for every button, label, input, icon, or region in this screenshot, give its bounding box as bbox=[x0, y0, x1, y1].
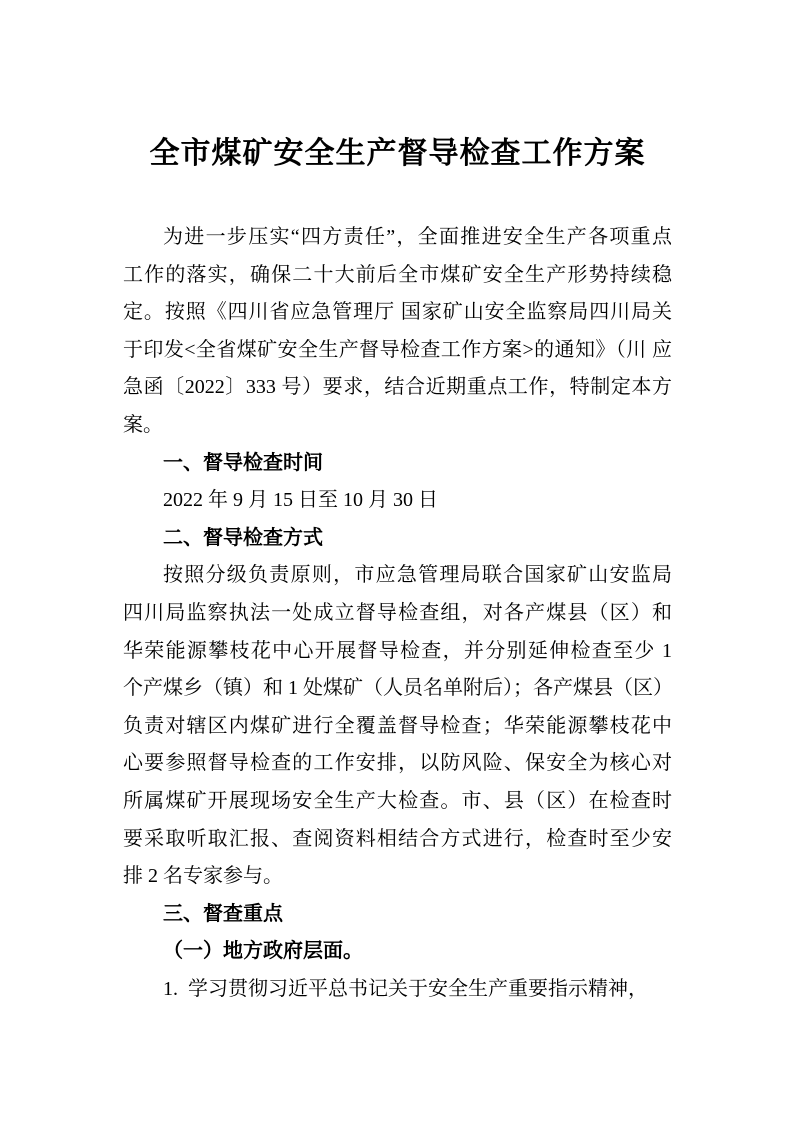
paragraph-line: 排 2 名专家参与。 bbox=[123, 865, 283, 888]
paragraph-line: 急函〔2022〕333 号）要求，结合近期重点工作，特制定本方 bbox=[123, 376, 672, 399]
paragraph-line: 个产煤乡（镇）和 1 处煤矿（人员名单附后）；各产煤县（区） bbox=[123, 677, 673, 700]
paragraph-line: 定。按照《四川省应急管理厅 国家矿山安全监察局四川局关 bbox=[123, 301, 672, 324]
sub-heading: （一）地方政府层面。 bbox=[163, 940, 363, 963]
paragraph-line: 四川局监察执法一处成立督导检查组，对各产煤县（区）和 bbox=[123, 601, 672, 624]
document-body bbox=[123, 219, 672, 1008]
document-content bbox=[123, 132, 672, 1008]
section-heading: 二、督导检查方式 bbox=[163, 526, 323, 549]
paragraph-line: 工作的落实，确保二十大前后全市煤矿安全生产形势持续稳 bbox=[123, 263, 672, 286]
document-title: 全市煤矿安全生产督导检查工作方案 bbox=[149, 137, 646, 170]
paragraph-line: 所属煤矿开展现场安全生产大检查。市、县（区）在检查时 bbox=[123, 789, 672, 812]
list-item: 1. 学习贯彻习近平总书记关于安全生产重要指示精神， bbox=[163, 977, 648, 1000]
paragraph-line: 要采取听取汇报、查阅资料相结合方式进行，检查时至少安 bbox=[123, 827, 672, 850]
paragraph-line: 按照分级负责原则，市应急管理局联合国家矿山安监局 bbox=[163, 564, 672, 587]
paragraph-line: 案。 bbox=[123, 413, 163, 436]
paragraph-line: 为进一步压实“四方责任”，全面推进安全生产各项重点 bbox=[163, 226, 672, 248]
paragraph-line: 负责对辖区内煤矿进行全覆盖督导检查；华荣能源攀枝花中 bbox=[123, 714, 672, 737]
section-heading: 一、督导检查时间 bbox=[163, 451, 323, 474]
paragraph-line: 心要参照督导检查的工作安排，以防风险、保安全为核心对 bbox=[123, 752, 672, 775]
paragraph-line: 于印发<全省煤矿安全生产督导检查工作方案>的通知》（川 应 bbox=[123, 338, 672, 361]
text-line: 2022 年 9 月 15 日至 10 月 30 日 bbox=[163, 489, 438, 512]
paragraph-line: 华荣能源攀枝花中心开展督导检查，并分别延伸检查至少 1 bbox=[123, 639, 672, 662]
section-heading: 三、督查重点 bbox=[163, 902, 283, 925]
